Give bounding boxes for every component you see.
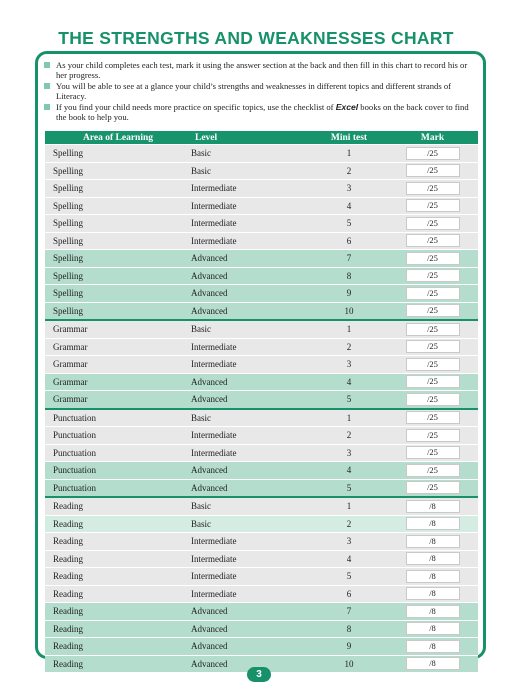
- level-cell: Advanced: [191, 655, 311, 672]
- instruction-item: [44, 102, 478, 122]
- mark-input-box[interactable]: /25: [406, 147, 460, 160]
- area-cell: Spelling: [45, 302, 191, 320]
- mini-test-cell: 5: [311, 391, 387, 409]
- mark-cell: [387, 197, 478, 215]
- area-cell: Spelling: [45, 180, 191, 198]
- table-row: [45, 568, 478, 586]
- mark-cell: [387, 655, 478, 672]
- instruction-text: [56, 102, 478, 122]
- area-cell: Reading: [45, 515, 191, 533]
- excel-brand-text: Excel: [335, 102, 359, 112]
- level-cell: Advanced: [191, 267, 311, 285]
- table-row: [45, 338, 478, 356]
- square-bullet-icon: [44, 104, 50, 110]
- mark-input-box[interactable]: /8: [406, 517, 460, 530]
- mini-test-cell: 1: [311, 320, 387, 338]
- level-cell: Advanced: [191, 302, 311, 320]
- mini-test-cell: 2: [311, 162, 387, 180]
- level-cell: Advanced: [191, 479, 311, 497]
- mark-cell: [387, 267, 478, 285]
- level-cell: Advanced: [191, 620, 311, 638]
- mark-input-box[interactable]: /25: [406, 217, 460, 230]
- mini-test-cell: 8: [311, 267, 387, 285]
- mark-cell: [387, 338, 478, 356]
- mini-test-cell: 4: [311, 197, 387, 215]
- level-cell: Intermediate: [191, 215, 311, 233]
- table-row: [45, 267, 478, 285]
- level-cell: Basic: [191, 409, 311, 427]
- table-row: [45, 180, 478, 198]
- mark-input-box[interactable]: /25: [406, 375, 460, 388]
- table-row: [45, 197, 478, 215]
- table-row: [45, 356, 478, 374]
- level-cell: Basic: [191, 145, 311, 163]
- table-row: [45, 409, 478, 427]
- mini-test-cell: 1: [311, 497, 387, 515]
- area-cell: Grammar: [45, 373, 191, 391]
- mini-test-cell: 5: [311, 568, 387, 586]
- mini-test-cell: 2: [311, 427, 387, 445]
- table-row: [45, 162, 478, 180]
- level-cell: Intermediate: [191, 197, 311, 215]
- mark-input-box[interactable]: /25: [406, 358, 460, 371]
- mark-cell: [387, 373, 478, 391]
- mark-cell: [387, 638, 478, 656]
- mark-cell: [387, 585, 478, 603]
- mark-cell: [387, 162, 478, 180]
- mark-input-box[interactable]: /8: [406, 552, 460, 565]
- mark-cell: [387, 320, 478, 338]
- mark-input-box[interactable]: /25: [406, 446, 460, 459]
- mini-test-cell: 6: [311, 232, 387, 250]
- area-cell: Reading: [45, 620, 191, 638]
- area-cell: Spelling: [45, 285, 191, 303]
- mark-cell: [387, 550, 478, 568]
- area-cell: Spelling: [45, 250, 191, 268]
- table-row: [45, 638, 478, 656]
- instruction-text: As your child completes each test, mark it using the answer section at the back and then fill in this chart to record his or her progress.: [56, 60, 468, 80]
- table-header-row: [45, 131, 478, 145]
- level-cell: Intermediate: [191, 444, 311, 462]
- level-cell: Advanced: [191, 373, 311, 391]
- mini-test-cell: 9: [311, 285, 387, 303]
- mark-cell: [387, 479, 478, 497]
- table-row: [45, 232, 478, 250]
- area-cell: Spelling: [45, 162, 191, 180]
- level-cell: Advanced: [191, 462, 311, 480]
- table-row: [45, 620, 478, 638]
- level-cell: Intermediate: [191, 180, 311, 198]
- level-cell: Intermediate: [191, 232, 311, 250]
- mark-cell: [387, 285, 478, 303]
- mini-test-cell: 4: [311, 373, 387, 391]
- mark-cell: [387, 180, 478, 198]
- square-bullet-icon: [44, 62, 50, 68]
- mark-cell: [387, 145, 478, 163]
- mark-cell: [387, 391, 478, 409]
- table-row: [45, 302, 478, 320]
- mark-input-box[interactable]: /8: [406, 535, 460, 548]
- mark-cell: [387, 603, 478, 621]
- mark-cell: [387, 232, 478, 250]
- mark-cell: [387, 215, 478, 233]
- mini-test-cell: 2: [311, 515, 387, 533]
- instructions-list: [44, 60, 478, 123]
- header-mini-test: Mini test: [311, 131, 387, 145]
- mark-cell: [387, 409, 478, 427]
- table-row: [45, 427, 478, 445]
- mini-test-cell: 3: [311, 444, 387, 462]
- mark-input-box[interactable]: /8: [406, 570, 460, 583]
- mark-input-box[interactable]: /25: [406, 164, 460, 177]
- area-cell: Spelling: [45, 232, 191, 250]
- table-row: [45, 462, 478, 480]
- table-row: [45, 444, 478, 462]
- mark-input-box[interactable]: /25: [406, 481, 460, 494]
- area-cell: Spelling: [45, 145, 191, 163]
- mark-input-box[interactable]: /8: [406, 657, 460, 670]
- level-cell: Advanced: [191, 638, 311, 656]
- mark-input-box[interactable]: /25: [406, 323, 460, 336]
- area-cell: Grammar: [45, 391, 191, 409]
- instruction-text: You will be able to see at a glance your child’s strengths and weaknesses in different topics and different strands of Literacy.: [56, 81, 451, 101]
- level-cell: Advanced: [191, 250, 311, 268]
- table-row: [45, 285, 478, 303]
- area-cell: Punctuation: [45, 409, 191, 427]
- level-cell: Intermediate: [191, 568, 311, 586]
- header-mark: Mark: [387, 131, 478, 145]
- mini-test-cell: 6: [311, 585, 387, 603]
- level-cell: Intermediate: [191, 427, 311, 445]
- area-cell: Punctuation: [45, 479, 191, 497]
- level-cell: Intermediate: [191, 356, 311, 374]
- mark-cell: [387, 497, 478, 515]
- level-cell: Intermediate: [191, 585, 311, 603]
- header-level: Level: [191, 131, 311, 145]
- area-cell: Spelling: [45, 197, 191, 215]
- mini-test-cell: 1: [311, 145, 387, 163]
- mark-cell: [387, 620, 478, 638]
- level-cell: Basic: [191, 162, 311, 180]
- area-cell: Reading: [45, 585, 191, 603]
- mark-input-box[interactable]: /25: [406, 464, 460, 477]
- mini-test-cell: 3: [311, 356, 387, 374]
- mark-cell: [387, 462, 478, 480]
- mark-input-box[interactable]: /25: [406, 411, 460, 424]
- table-row: [45, 145, 478, 163]
- mini-test-cell: 7: [311, 250, 387, 268]
- area-cell: Reading: [45, 638, 191, 656]
- area-cell: Grammar: [45, 338, 191, 356]
- table-body: [45, 145, 478, 673]
- mark-input-box[interactable]: /8: [406, 500, 460, 513]
- area-cell: Reading: [45, 497, 191, 515]
- mark-input-box[interactable]: /25: [406, 182, 460, 195]
- mini-test-cell: 4: [311, 462, 387, 480]
- instruction-text-end: books on the back cover to find the book to help you.: [56, 102, 469, 122]
- area-cell: Reading: [45, 550, 191, 568]
- mark-cell: [387, 427, 478, 445]
- area-cell: Reading: [45, 603, 191, 621]
- level-cell: Advanced: [191, 391, 311, 409]
- area-cell: Punctuation: [45, 444, 191, 462]
- mark-cell: [387, 250, 478, 268]
- mark-input-box[interactable]: /25: [406, 252, 460, 265]
- mark-input-box[interactable]: /25: [406, 199, 460, 212]
- mark-input-box[interactable]: /25: [406, 269, 460, 282]
- level-cell: Intermediate: [191, 338, 311, 356]
- mark-input-box[interactable]: /8: [406, 640, 460, 653]
- instruction-item: [44, 81, 478, 101]
- mini-test-cell: 10: [311, 302, 387, 320]
- area-cell: Punctuation: [45, 462, 191, 480]
- mini-test-cell: 4: [311, 550, 387, 568]
- table-row: [45, 320, 478, 338]
- mark-cell: [387, 356, 478, 374]
- mark-cell: [387, 533, 478, 551]
- mini-test-cell: 3: [311, 533, 387, 551]
- level-cell: Advanced: [191, 603, 311, 621]
- mark-input-box[interactable]: /25: [406, 234, 460, 247]
- mark-cell: [387, 568, 478, 586]
- table-row: [45, 533, 478, 551]
- level-cell: Advanced: [191, 285, 311, 303]
- mark-input-box[interactable]: /25: [406, 287, 460, 300]
- area-cell: Grammar: [45, 356, 191, 374]
- mini-test-cell: 8: [311, 620, 387, 638]
- level-cell: Basic: [191, 497, 311, 515]
- mini-test-cell: 5: [311, 479, 387, 497]
- mini-test-cell: 9: [311, 638, 387, 656]
- level-cell: Basic: [191, 515, 311, 533]
- area-cell: Reading: [45, 568, 191, 586]
- page-title: THE STRENGTHS AND WEAKNESSES CHART: [58, 28, 454, 48]
- area-cell: Reading: [45, 655, 191, 672]
- mark-input-box[interactable]: /25: [406, 429, 460, 442]
- table-row: [45, 479, 478, 497]
- mini-test-cell: 7: [311, 603, 387, 621]
- mark-cell: [387, 444, 478, 462]
- table-row: [45, 585, 478, 603]
- table-row: [45, 515, 478, 533]
- mark-input-box[interactable]: /8: [406, 605, 460, 618]
- mark-input-box[interactable]: /8: [406, 587, 460, 600]
- mark-input-box[interactable]: /8: [406, 622, 460, 635]
- mark-input-box[interactable]: /25: [406, 340, 460, 353]
- table-row: [45, 497, 478, 515]
- instruction-text-start: If you find your child needs more practice on specific topics, use the checklist of: [56, 102, 336, 112]
- level-cell: Intermediate: [191, 533, 311, 551]
- area-cell: Punctuation: [45, 427, 191, 445]
- table-row: [45, 550, 478, 568]
- mini-test-cell: 5: [311, 215, 387, 233]
- table-row: [45, 215, 478, 233]
- area-cell: Reading: [45, 533, 191, 551]
- page-number: 3: [247, 667, 271, 682]
- mini-test-cell: 1: [311, 409, 387, 427]
- table-row: [45, 373, 478, 391]
- mini-test-cell: 3: [311, 180, 387, 198]
- header-area-of-learning: Area of Learning: [45, 131, 191, 145]
- level-cell: Basic: [191, 320, 311, 338]
- mark-input-box[interactable]: /25: [406, 304, 460, 317]
- mini-test-cell: 2: [311, 338, 387, 356]
- mini-test-cell: 10: [311, 655, 387, 672]
- area-cell: Spelling: [45, 215, 191, 233]
- strengths-weaknesses-table: [45, 131, 478, 672]
- table-row: [45, 603, 478, 621]
- table-row: [45, 250, 478, 268]
- level-cell: Intermediate: [191, 550, 311, 568]
- area-cell: Spelling: [45, 267, 191, 285]
- table-row: [45, 391, 478, 409]
- mark-cell: [387, 515, 478, 533]
- mark-input-box[interactable]: /25: [406, 393, 460, 406]
- instruction-item: [44, 60, 478, 80]
- square-bullet-icon: [44, 83, 50, 89]
- area-cell: Grammar: [45, 320, 191, 338]
- mark-cell: [387, 302, 478, 320]
